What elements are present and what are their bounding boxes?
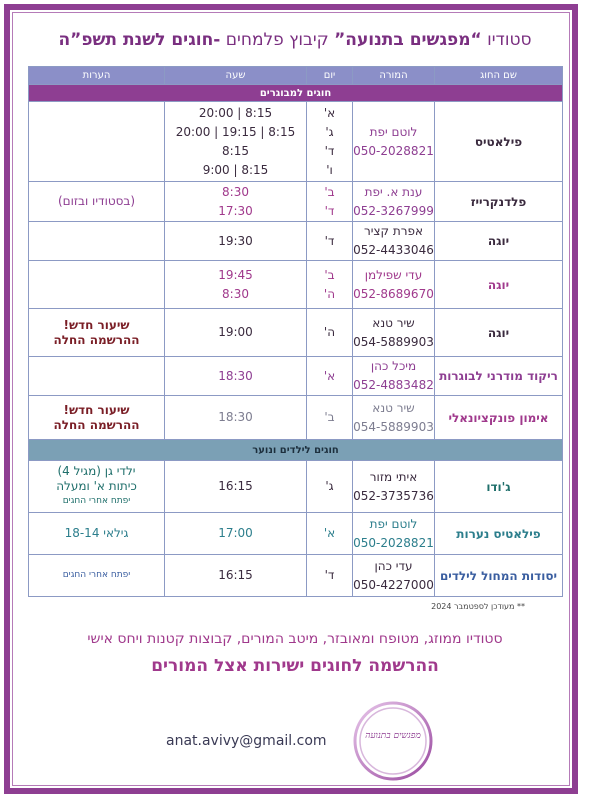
notes-cell: שיעור חדש! ההרשמה החלה [29,309,165,357]
tagline: סטודיו ממוזג, מטופח ומאובזר, מיטב המורים, קבוצות קטנות ויחס אישי [87,631,503,647]
table-row [29,555,563,597]
time-cell: 18:30 [165,357,307,396]
teacher-cell: אפרת קציר 052-4433046 [353,222,435,261]
notes-cell [29,222,165,261]
time-cell: 8:30 17:30 [165,182,307,222]
notes-cell: יפתח אחרי החגים [29,555,165,597]
time-cell: 17:00 [165,513,307,555]
col-day: יום [307,67,353,85]
time-cell: 19:30 [165,222,307,261]
studio-logo [350,698,436,784]
time-cell: 19:45 8:30 [165,261,307,309]
logo-text: מפגשים בתנועה [365,731,421,741]
day-cell: ג' [307,461,353,513]
col-time: שעה [165,67,307,85]
page-title: סטודיו “מפגשים בתנועה” קיבוץ פלמחים -חוגים לשנת תשפ”ה [58,30,532,50]
time-cell: 16:15 [165,461,307,513]
col-class: שם החוג [435,67,563,85]
class-name: יוגה [435,309,563,357]
notes-cell [29,357,165,396]
day-cell: א' [307,513,353,555]
teacher-cell: שיר טנא 054-5889903 [353,396,435,440]
teacher-cell: שיר טנא 054-5889903 [353,309,435,357]
teacher-cell: ענת א. יפת 052-3267999 [353,182,435,222]
email-link[interactable]: anat.avivy@gmail.com [166,733,327,749]
teacher-cell: מיכל כהן 052-4883482 [353,357,435,396]
table-row [29,182,563,222]
time-cell: 19:00 [165,309,307,357]
day-cell: ב' ד' [307,182,353,222]
class-name: יוגה [435,261,563,309]
day-cell: ה' [307,309,353,357]
section-adults: חוגים למבוגרים [29,85,563,102]
notes-cell [29,102,165,182]
table-row [29,309,563,357]
schedule-table [28,66,563,597]
class-name: ריקוד מודרני לבוגרות [435,357,563,396]
table-header-row [29,67,563,85]
table-row [29,261,563,309]
registration-note: ההרשמה לחוגים ישירות אצל המורים [151,656,439,676]
teacher-cell: עדי שפילמן 052-8689670 [353,261,435,309]
table-row [29,461,563,513]
time-cell: 8:15 | 20:00 8:15 | 19:15 | 20:00 8:15 8:15 | 9:00 [165,102,307,182]
teacher-cell: לוטם יפת 050-2028821 [353,102,435,182]
day-cell: ב' [307,396,353,440]
footnote: ** מעודכן לספטמבר 2024 [431,602,525,611]
notes-cell: גילאי 18-14 [29,513,165,555]
class-name: פלדנקרייז [435,182,563,222]
teacher-cell: עדי כהן 050-4227000 [353,555,435,597]
day-cell: ב' ה' [307,261,353,309]
class-name: פילאטיס [435,102,563,182]
notes-cell: (בסטודיו ובזום) [29,182,165,222]
teacher-cell: לוטם יפת 050-2028821 [353,513,435,555]
class-name: אימון פונקציונאלי [435,396,563,440]
day-cell: ד' [307,555,353,597]
col-teacher: המורה [353,67,435,85]
day-cell: ד' [307,222,353,261]
table-row [29,513,563,555]
table-row [29,357,563,396]
notes-cell: ילדי גן (מגיל 4) כיתות א' ומעלה יפתח אחרי החגים [29,461,165,513]
col-notes: הערות [29,67,165,85]
table-row [29,102,563,182]
table-row [29,222,563,261]
section-kids: חוגים לילדים ונוער [29,440,563,461]
class-name: פילאטיס נערות [435,513,563,555]
notes-cell: שיעור חדש! ההרשמה החלה [29,396,165,440]
class-name: ג'ודו [435,461,563,513]
day-cell: א' [307,357,353,396]
notes-cell [29,261,165,309]
table-row [29,396,563,440]
class-name: יסודות המחול לילדים [435,555,563,597]
time-cell: 18:30 [165,396,307,440]
class-name: יוגה [435,222,563,261]
time-cell: 16:15 [165,555,307,597]
day-cell: א' ג' ד' ו' [307,102,353,182]
teacher-cell: איתי מזור 052-3735736 [353,461,435,513]
